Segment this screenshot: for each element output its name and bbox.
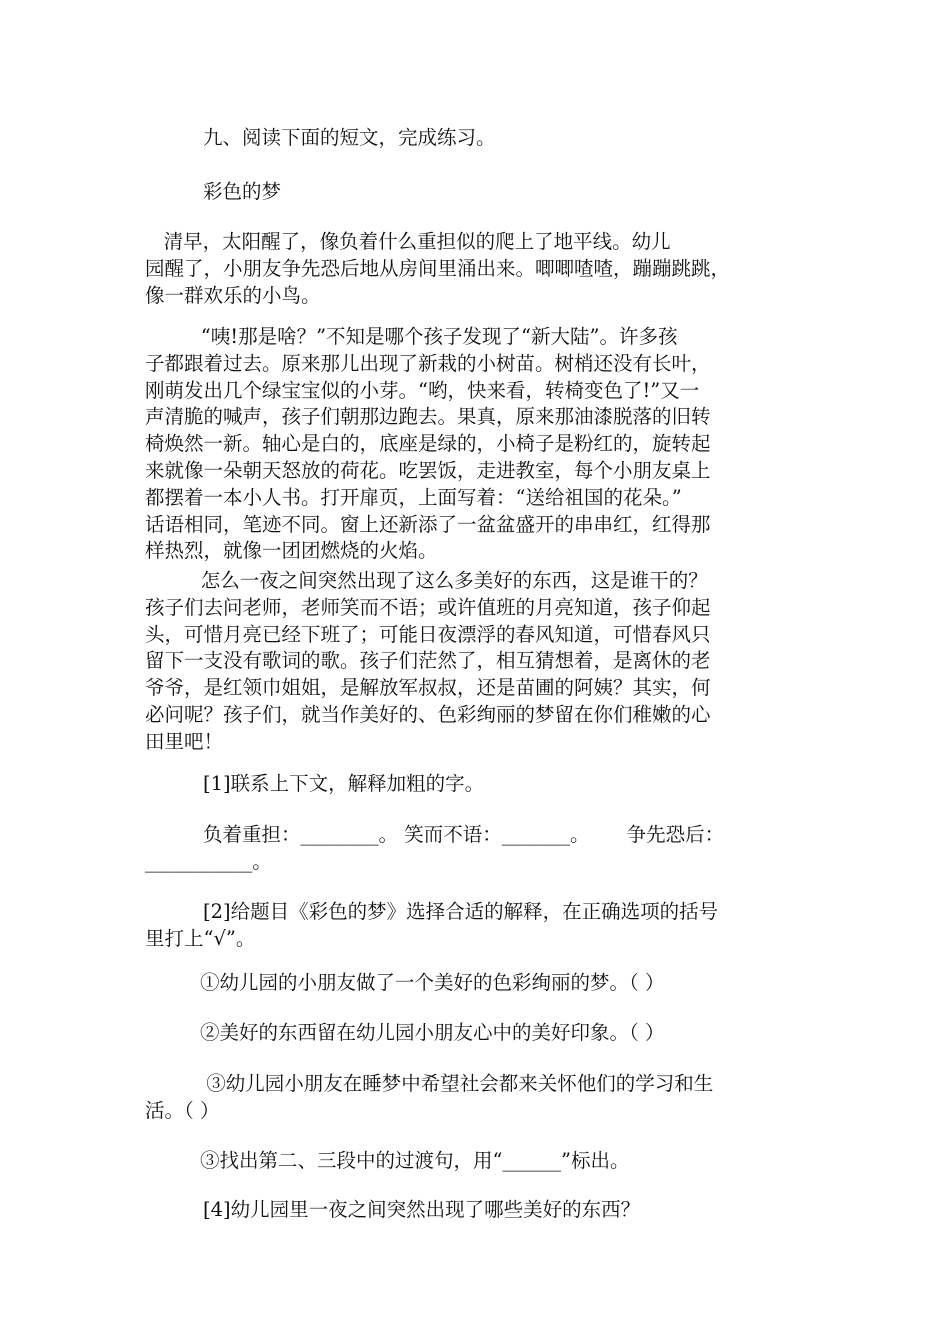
question-1: [1]联系上下文，解释加粗的字。: [203, 772, 485, 795]
paragraph-line: 来就像一朵朝天怒放的荷花。吃罢饭，走进教室，每个小朋友桌上: [145, 458, 711, 482]
paragraph-line: 话语相同，笔迹不同。窗上还新添了一盆盆盛开的串串红，红得那: [145, 512, 711, 536]
question-1-blanks: 负着重担：________。 笑而不语：_______。 争先恐后：: [203, 823, 725, 846]
option-2: ②美好的东西留在幼儿园小朋友心中的美好印象。（ ）: [200, 1021, 665, 1044]
paragraph-line: “咦!那是啥？”不知是哪个孩子发现了“新大陆”。许多孩: [145, 325, 678, 348]
paragraph-line: 怎么一夜之间突然出现了这么多美好的东西，这是谁干的？: [145, 569, 708, 592]
paragraph-line: 头，可惜月亮已经下班了；可能日夜漂浮的春风知道，可惜春风只: [145, 622, 711, 646]
paragraph-line: 子都跟着过去。原来那儿出现了新栽的小树苗。树梢还没有长叶，: [145, 351, 711, 375]
paragraph-line: 田里吧！: [145, 729, 224, 753]
passage-paragraph-3: [145, 568, 805, 756]
question-2: [2]给题目《彩色的梦》选择合适的解释，在正确选项的括号: [203, 900, 719, 923]
option-1: ①幼儿园的小朋友做了一个美好的色彩绚丽的梦。（ ）: [200, 971, 665, 994]
paragraph-line: 都摆着一本小人书。打开扉页，上面写着：“送给祖国的花朵。”: [145, 485, 682, 509]
paragraph-line: 爷爷，是红领巾姐姐，是解放军叔叔，还是苗圃的阿姨？其实，何: [145, 676, 711, 700]
section-heading: 九、阅读下面的短文，完成练习。: [203, 126, 496, 149]
paragraph-line: 椅焕然一新。轴心是白的，底座是绿的，小椅子是粉红的，旋转起: [145, 432, 711, 456]
option-3: ③幼儿园小朋友在睡梦中希望社会都来关怀他们的学习和生: [200, 1072, 714, 1095]
passage-title: 彩色的梦: [203, 180, 282, 203]
paragraph-line: 清早，太阳醒了，像负着什么重担似的爬上了地平线。幼儿: [145, 230, 671, 253]
paragraph-line: 声清脆的喊声，孩子们朝那边跑去。果真，原来那油漆脱落的旧转: [145, 405, 711, 429]
paragraph-line: 刚萌发出几个绿宝宝似的小芽。“哟，快来看，转椅变色了!”又一: [145, 378, 700, 402]
question-3: ③找出第二、三段中的过渡句，用“______”标出。: [200, 1149, 630, 1172]
question-2-cont: 里打上“√”。: [145, 927, 256, 950]
paragraph-line: 园醒了，小朋友争先恐后地从房间里涌出来。唧唧喳喳，蹦蹦跳跳，: [145, 256, 731, 280]
passage-paragraph-1: [145, 229, 805, 309]
paragraph-line: 必问呢？孩子们，就当作美好的、色彩绚丽的梦留在你们稚嫩的心: [145, 702, 711, 726]
paragraph-line: 留下一支没有歌词的歌。孩子们茫然了，相互猜想着，是离休的老: [145, 649, 711, 673]
question-1-blanks-cont: ___________。: [145, 850, 272, 873]
paragraph-line: 像一群欢乐的小鸟。: [145, 283, 321, 307]
question-4: [4]幼儿园里一夜之间突然出现了哪些美好的东西？: [203, 1198, 641, 1221]
option-3-cont: 活。（ ）: [145, 1099, 220, 1122]
paragraph-line: 孩子们去问老师，老师笑而不语；或许值班的月亮知道，孩子仰起: [145, 595, 711, 619]
paragraph-line: 样热烈，就像一团团燃烧的火焰。: [145, 539, 438, 563]
passage-paragraph-2: [145, 324, 805, 565]
